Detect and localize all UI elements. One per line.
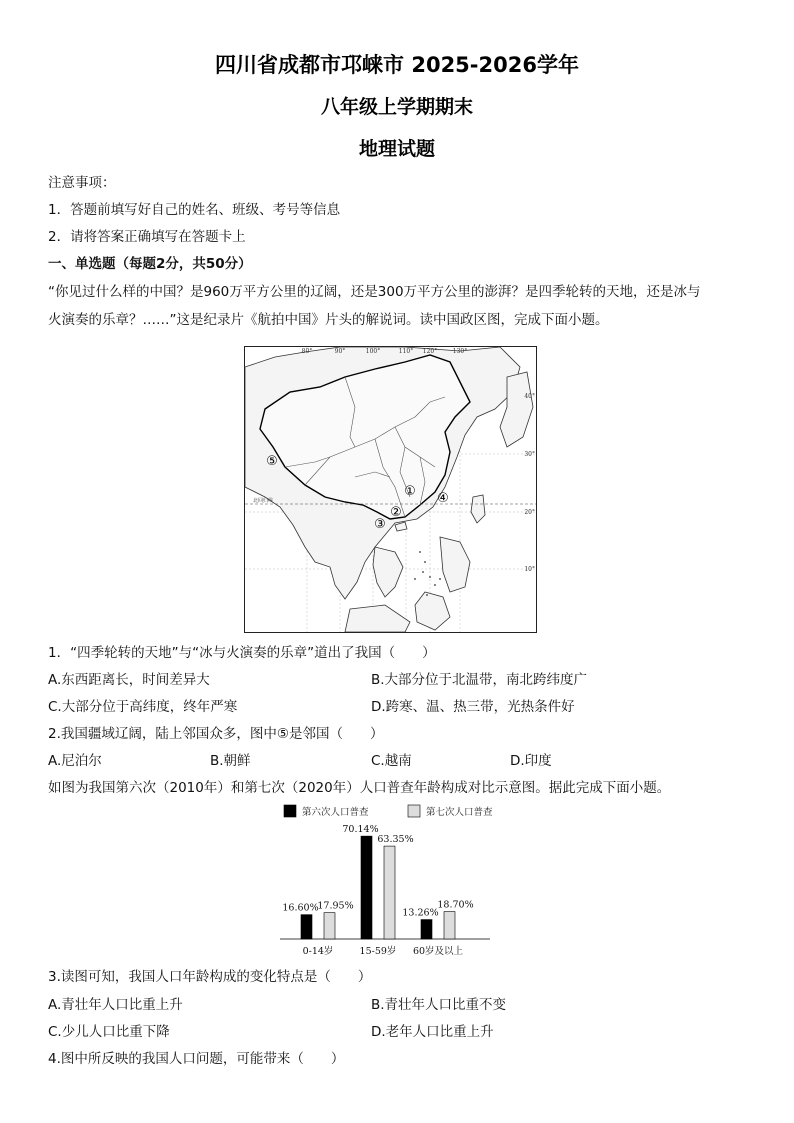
lon-label: 90° xyxy=(334,348,346,355)
q2-stem: 2.我国疆域辽阔，陆上邻国众多，图中⑤是邻国（ ） xyxy=(48,726,384,742)
x-tick-label: 0-14岁 xyxy=(302,946,334,957)
legend-label: 第六次人口普查 xyxy=(302,807,369,818)
tropic-label: 北回归线 xyxy=(253,498,274,504)
q3-stem: 3.读图可知，我国人口年龄构成的变化特点是（ ） xyxy=(48,969,372,985)
q1-stem: 1．“四季轮转的天地”与“冰与火演奏的乐章”道出了我国（ ） xyxy=(48,645,436,661)
intro-line-1: “你见过什么样的中国？是960万平方公里的辽阔，还是300万平方公里的澎湃？是四季轮转的天地，还是冰与 xyxy=(48,284,701,300)
bar xyxy=(421,920,432,939)
legend-swatch xyxy=(408,805,420,817)
legend-swatch xyxy=(284,805,296,817)
bar xyxy=(361,836,372,939)
china-political-map xyxy=(244,346,537,633)
section-heading: 一、单选题（每题2分，共50分） xyxy=(48,256,252,272)
q2-option-c[interactable]: C.越南 xyxy=(371,753,412,769)
q3-option-d[interactable]: D.老年人口比重上升 xyxy=(371,1024,494,1040)
marker-2: ② xyxy=(390,505,402,520)
exam-subject: 地理试题 xyxy=(358,138,435,160)
lat-label: 20° xyxy=(524,509,535,516)
data-label: 13.26% xyxy=(402,907,439,919)
lat-label: 30° xyxy=(524,451,535,458)
lon-label: 100° xyxy=(365,348,381,355)
bar xyxy=(324,913,335,939)
exam-title: 四川省成都市邛崃市 2025-2026学年 xyxy=(215,53,579,77)
bar xyxy=(444,912,455,939)
q3-option-b[interactable]: B.青壮年人口比重不变 xyxy=(371,997,507,1013)
notes-item-1: 1．答题前填写好自己的姓名、班级、考号等信息 xyxy=(48,202,341,218)
legend-label: 第七次人口普查 xyxy=(426,807,493,818)
bar xyxy=(301,915,312,939)
data-label: 70.14% xyxy=(342,824,379,836)
q1-option-d[interactable]: D.跨寒、温、热三带，光热条件好 xyxy=(371,699,575,715)
q3-option-a[interactable]: A.青壮年人口比重上升 xyxy=(48,997,183,1013)
population-age-chart xyxy=(270,800,520,962)
q2-option-a[interactable]: A.尼泊尔 xyxy=(48,753,102,769)
data-label: 63.35% xyxy=(377,834,414,846)
q2-option-d[interactable]: D.印度 xyxy=(510,753,552,769)
lon-label: 80° xyxy=(301,348,313,355)
data-label: 18.70% xyxy=(437,899,474,911)
marker-3: ③ xyxy=(374,517,386,532)
x-tick-label: 15-59岁 xyxy=(359,946,397,957)
notes-heading: 注意事项： xyxy=(48,175,116,191)
q1-option-c[interactable]: C.大部分位于高纬度，终年严寒 xyxy=(48,699,238,715)
q2-option-b[interactable]: B.朝鲜 xyxy=(210,753,251,769)
intro-line-2: 火演奏的乐章？……”这是纪录片《航拍中国》片头的解说词。读中国政区图，完成下面小题。 xyxy=(48,312,609,328)
marker-4: ④ xyxy=(437,491,449,506)
lat-label: 10° xyxy=(524,566,535,573)
chart-intro: 如图为我国第六次（2010年）和第七次（2020年）人口普查年龄构成对比示意图。据此完成下面小题。 xyxy=(48,780,671,796)
data-label: 17.95% xyxy=(317,900,354,912)
exam-subtitle: 八年级上学期期末 xyxy=(320,96,473,118)
lat-label: 40° xyxy=(524,393,535,400)
lon-label: 130° xyxy=(452,348,468,355)
x-tick-label: 60岁及以上 xyxy=(412,946,464,957)
q1-option-a[interactable]: A.东西距离长，时间差异大 xyxy=(48,672,210,688)
q3-option-c[interactable]: C.少儿人口比重下降 xyxy=(48,1024,170,1040)
marker-5: ⑤ xyxy=(266,454,278,469)
data-label: 16.60% xyxy=(282,902,319,914)
bar xyxy=(384,846,395,939)
q1-option-b[interactable]: B.大部分位于北温带，南北跨纬度广 xyxy=(371,672,588,688)
marker-1: ① xyxy=(404,484,416,499)
q4-stem: 4.图中所反映的我国人口问题，可能带来（ ） xyxy=(48,1051,345,1067)
notes-item-2: 2．请将答案正确填写在答题卡上 xyxy=(48,229,246,245)
lon-label: 110° xyxy=(398,348,414,355)
lon-label: 120° xyxy=(422,348,438,355)
